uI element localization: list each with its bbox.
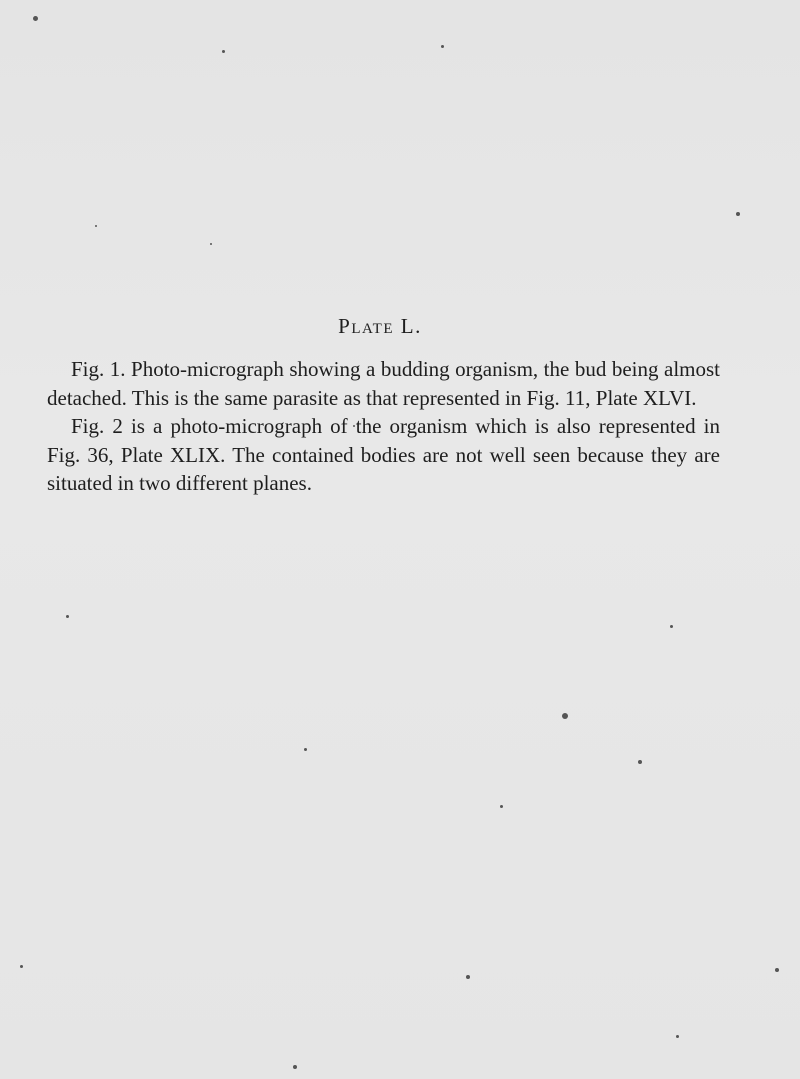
paper-speck [222, 50, 225, 53]
paper-speck [293, 1065, 297, 1069]
paper-speck [66, 615, 69, 618]
figure-1-caption: Fig. 1. Photo-micrograph showing a budding organism, the bud being almost detached. This is the same parasite as that represented in Fig. 11, Plate XLVI. [47, 357, 720, 410]
paper-speck [670, 625, 673, 628]
paper-speck [466, 975, 470, 979]
paper-speck [638, 760, 642, 764]
plate-description [47, 355, 720, 498]
figure-2-caption: Fig. 2 is a photo-micrograph of the organism which is also represented in Fig. 36, Plate XLIX. The contained bodies are not well seen because they are situated in two different planes. [47, 414, 720, 495]
paper-speck [775, 968, 779, 972]
paper-speck [441, 45, 444, 48]
paper-speck [20, 965, 23, 968]
paper-speck [304, 748, 307, 751]
paper-speck [500, 805, 503, 808]
paper-speck [676, 1035, 679, 1038]
paper-speck [210, 243, 212, 245]
paper-speck [562, 713, 568, 719]
paper-speck [33, 16, 38, 21]
paper-speck [95, 225, 97, 227]
plate-title: Plate L. [338, 314, 422, 338]
paper-speck [736, 212, 740, 216]
